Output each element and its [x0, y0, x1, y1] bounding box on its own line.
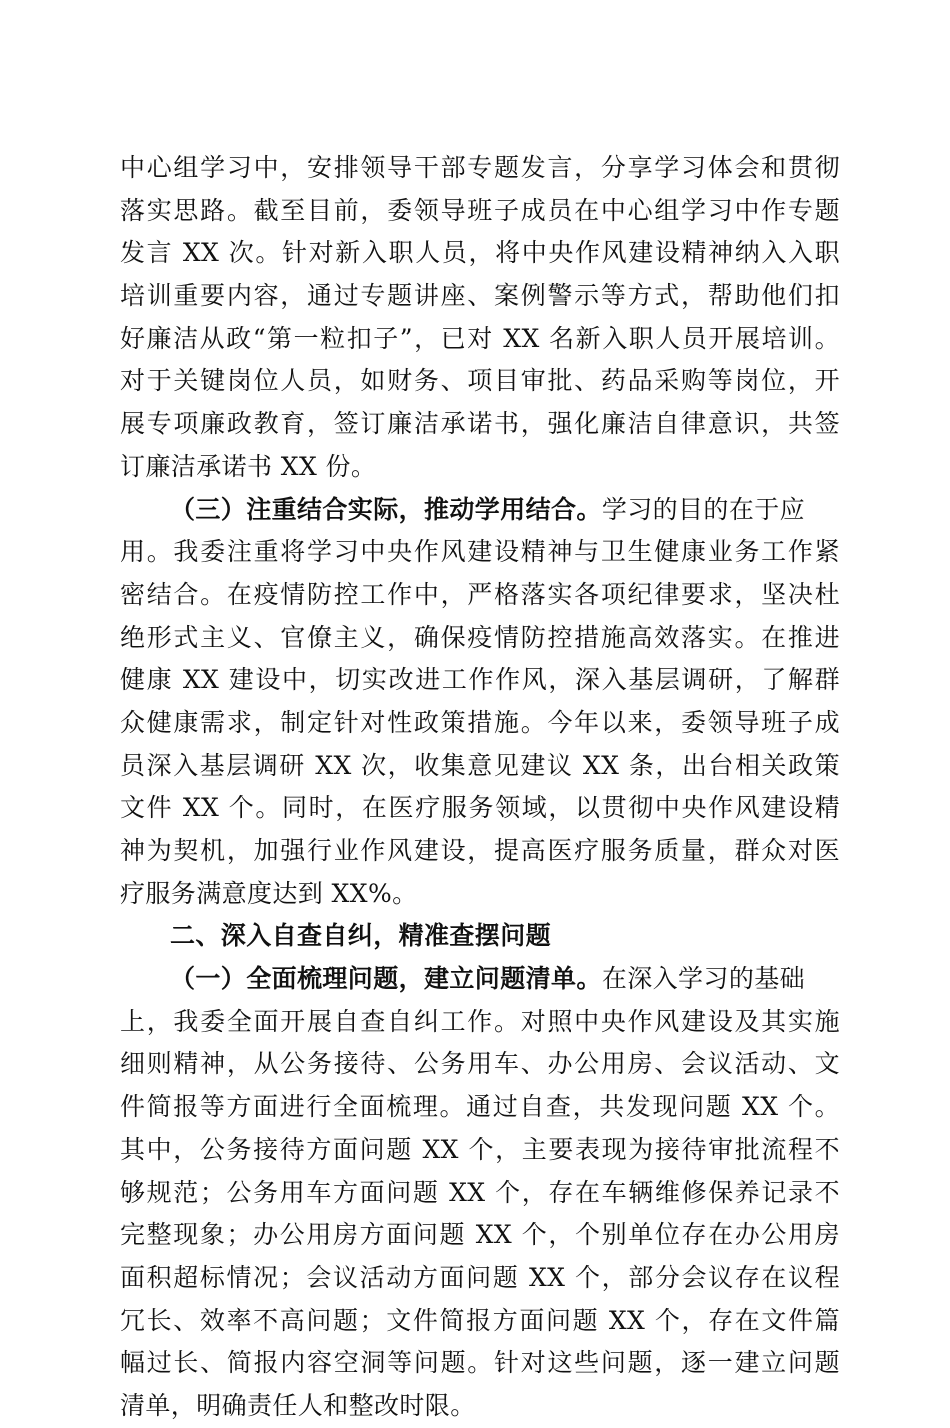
document-body [120, 147, 840, 1428]
paragraph-practice [120, 489, 840, 916]
text-line: 员深入基层调研 XX 次，收集意见建议 XX 条，出台相关政策 [120, 750, 840, 780]
text-line: 绝形式主义、官僚主义，确保疫情防控措施高效落实。在推进 [120, 622, 840, 652]
text-line: 培训重要内容，通过专题讲座、案例警示等方式，帮助他们扣 [120, 281, 840, 311]
text-line: 健康 XX 建设中，切实改进工作作风，深入基层调研，了解群 [120, 665, 840, 695]
text-line: 发言 XX 次。针对新入职人员，将中央作风建设精神纳入入职 [120, 238, 840, 268]
text-line: 订廉洁承诺书 XX 份。 [120, 451, 377, 481]
paragraph-issues [120, 958, 840, 1428]
text-line: 用。我委注重将学习中央作风建设精神与卫生健康业务工作紧 [120, 537, 840, 567]
text-line: 文件 XX 个。同时，在医疗服务领域，以贯彻中央作风建设精 [120, 793, 840, 823]
text-line: 面积超标情况；会议活动方面问题 XX 个，部分会议存在议程 [120, 1262, 840, 1292]
text-line: 神为契机，加强行业作风建设，提高医疗服务质量，群众对医 [120, 836, 840, 865]
paragraph-lead-heading: （一）全面梳理问题，建立问题清单。 [170, 964, 602, 994]
text-line: 密结合。在疫情防控工作中，严格落实各项纪律要求，坚决杜 [120, 579, 840, 609]
text-line: 上，我委全面开展自查自纠工作。对照中央作风建设及其实施 [120, 1006, 840, 1036]
text-line: 对于关键岗位人员，如财务、项目审批、药品采购等岗位，开 [120, 366, 840, 396]
paragraph-lead-heading: （三）注重结合实际，推动学用结合。 [170, 494, 602, 524]
text-line: 冗长、效率不高问题；文件简报方面问题 XX 个，存在文件篇 [120, 1305, 840, 1335]
section-heading: 二、深入自查自纠，精准查摆问题 [170, 921, 552, 951]
text-line: 好廉洁从政“第一粒扣子”，已对 XX 名新入职人员开展培训。 [120, 323, 840, 353]
text-line: 够规范；公务用车方面问题 XX 个，存在车辆维修保养记录不 [120, 1177, 840, 1207]
paragraph-lead-rest: 学习的目的在于应 [601, 494, 806, 524]
text-line: 落实思路。截至目前，委领导班子成员在中心组学习中作专题 [120, 195, 840, 225]
paragraph-continued [120, 147, 840, 489]
text-line: 细则精神，从公务接待、公务用车、办公用房、会议活动、文 [120, 1049, 840, 1079]
paragraph-first-line [120, 958, 840, 1001]
text-line: 展专项廉政教育，签订廉洁承诺书，强化廉洁自律意识，共签 [120, 409, 840, 439]
paragraph-lead-rest: 在深入学习的基础 [601, 964, 806, 994]
text-line: 中心组学习中，安排领导干部专题发言，分享学习体会和贯彻 [120, 153, 840, 182]
paragraph-first-line [120, 489, 840, 532]
text-line: 幅过长、简报内容空洞等问题。针对这些问题，逐一建立问题 [120, 1348, 840, 1378]
text-line: 清单，明确责任人和整改时限。 [120, 1390, 476, 1420]
text-line: 其中，公务接待方面问题 XX 个，主要表现为接待审批流程不 [120, 1134, 840, 1164]
text-line: 完整现象；办公用房方面问题 XX 个，个别单位存在办公用房 [120, 1220, 840, 1250]
text-line: 件简报等方面进行全面梳理。通过自查，共发现问题 XX 个。 [120, 1092, 840, 1122]
text-line: 众健康需求，制定针对性政策措施。今年以来，委领导班子成 [120, 707, 840, 737]
text-line: 疗服务满意度达到 XX%。 [120, 878, 418, 908]
